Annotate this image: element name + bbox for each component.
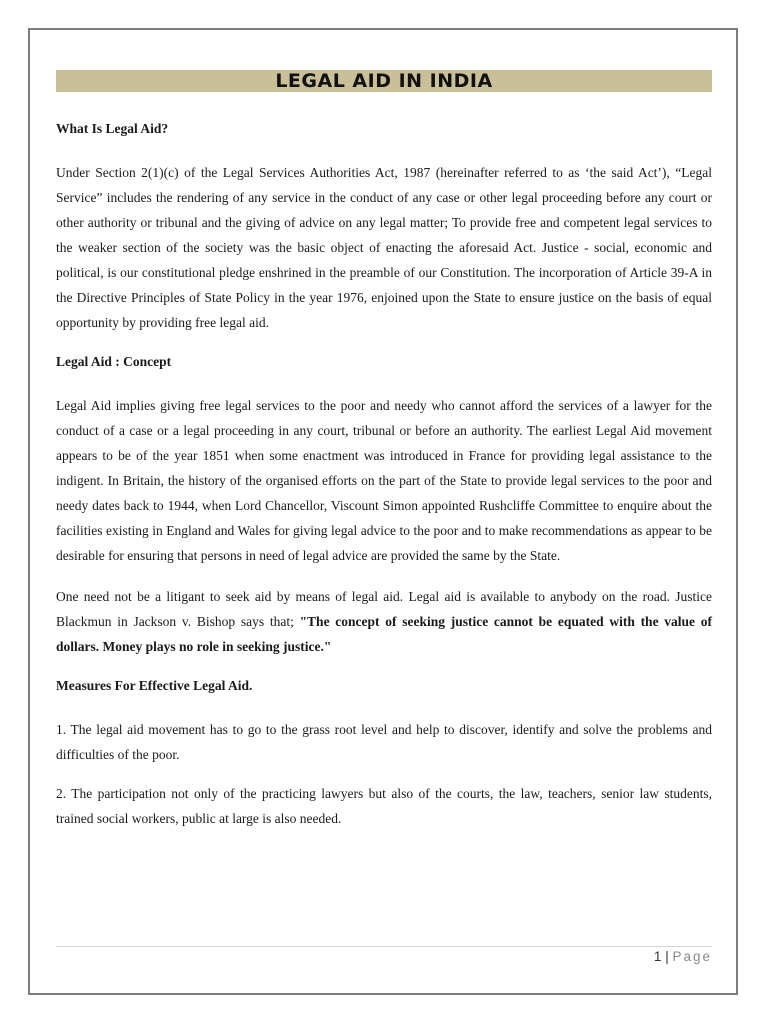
paragraph-jackson-v-bishop — [56, 584, 712, 659]
quote-intro-text: One need not be a litigant to seek aid by means of legal aid. Legal aid is available to anybody on the road. Justice Blackmun in Jackson v. Bishop says that; — [56, 589, 712, 629]
paragraph-legal-aid-history: Legal Aid implies giving free legal services to the poor and needy who cannot afford the services of a lawyer for the conduct of a case or a legal proceeding in any court, tribunal or before an authority. The earliest Legal Aid movement appears to be of the year 1851 when some enactment was introduced in France for providing legal assistance to the indigent. In Britain, the history of the organised efforts on the part of the State to provide legal services to the poor and needy dates back to 1944, when Lord Chancellor, Viscount Simon appointed Rushcliffe Committee to enquire about the facilities existing in England and Wales for giving legal advice to the poor and to make recommendations as appear to be desirable for ensuring that persons in need of legal advice are provided the same by the State. — [56, 398, 712, 563]
measure-item-2: 2. The participation not only of the practicing lawyers but also of the courts, the law, teachers, senior law students, trained social workers, public at large is also needed. — [56, 786, 712, 826]
document-title: LEGAL AID IN INDIA — [56, 70, 712, 92]
document-body — [56, 120, 712, 831]
bold-quote: "The concept of seeking justice cannot be equated with the value of dollars. Money plays no role in seeking justice." — [56, 614, 713, 654]
page-label: Page — [672, 949, 712, 964]
measure-item-1: 1. The legal aid movement has to go to the grass root level and help to discover, identify and solve the problems and difficulties of the poor. — [56, 722, 712, 762]
page-number: 1 — [653, 949, 662, 964]
section-heading-what-is-legal-aid: What Is Legal Aid? — [56, 121, 169, 136]
footer-divider — [56, 946, 712, 947]
section-heading-measures: Measures For Effective Legal Aid. — [56, 678, 253, 693]
page-footer — [654, 948, 712, 966]
section-heading-legal-aid-concept: Legal Aid : Concept — [56, 354, 172, 369]
paragraph-legal-service-definition: Under Section 2(1)(c) of the Legal Services Authorities Act, 1987 (hereinafter referred to as ‘the said Act’), “Legal Service” includes the rendering of any service in the conduct of any case or other legal proceeding before any court or other authority or tribunal and the giving of advice on any legal matter; To provide free and competent legal services to the weaker section of the society was the basic object of enacting the aforesaid Act. Justice - social, economic and political, is our constitutional pledge enshrined in the preamble of our Constitution. The incorporation of Article 39-A in the Directive Principles of State Policy in the year 1976, enjoined upon the State to ensure justice on the basis of equal opportunity by providing free legal aid. — [56, 165, 712, 330]
page-separator: | — [665, 949, 669, 964]
